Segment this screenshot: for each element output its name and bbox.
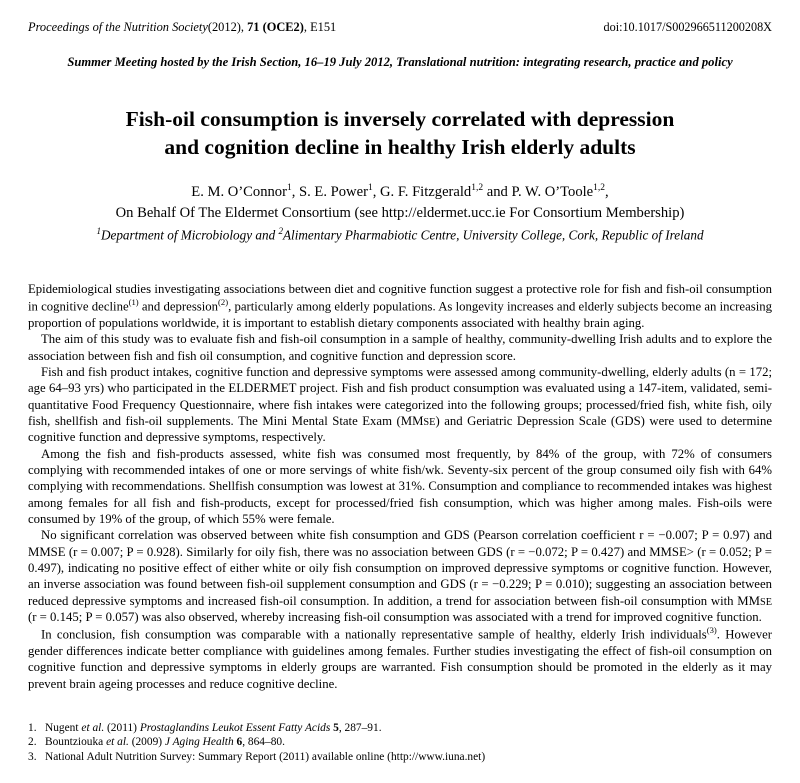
title-line-1: Fish-oil consumption is inversely correlated with depression <box>125 107 675 131</box>
paragraph-1 <box>28 281 772 331</box>
author-1: E. M. O’Connor <box>191 184 287 200</box>
author-block <box>40 182 760 244</box>
journal-year: (2012), <box>207 20 248 34</box>
p3-text-a: Fish and fish product intakes, cognitive function and depressive symptoms were assessed among community-dwelling, elderly adults (n = 172; age 64–93 yrs) who participated in the ELDERMET project. Fish and fish product consumption was evaluated using a 147-item, validated, semi-quantitative Food Frequency Questionnaire, where fish intakes were categorized into the following groups; processed/fried fish, white fish, oily fish, shellfish and fish-oil supplements. The Mini Mental State Exam (MM <box>28 364 772 428</box>
reference-author: Nugent <box>45 721 82 734</box>
reference-item <box>28 721 772 736</box>
p6-text-a: In conclusion, fish consumption was comparable with a nationally representative sample of healthy, elderly Irish individuals <box>41 627 707 642</box>
meeting-banner: Summer Meeting hosted by the Irish Section, 16–19 July 2012, Translational nutrition: integrating research, practice and policy <box>67 55 733 69</box>
reference-number: 2. <box>28 736 37 749</box>
reference-author: National Adult Nutrition Survey: Summary Report (2011) available online (http://www.iuna.net) <box>45 751 486 764</box>
reference-number: 1. <box>28 721 37 734</box>
doi-text: doi:10.1017/S002966511200208X <box>603 20 772 34</box>
reference-item <box>28 735 772 750</box>
journal-volume: 71 <box>247 20 260 34</box>
p6-ref-3: (3) <box>706 625 717 636</box>
author-line-end: , <box>605 184 609 200</box>
journal-citation <box>28 20 336 35</box>
p5-text-a: No significant correlation was observed between white fish consumption and GDS (Pearson correlation coefficient r = −0.007; P = 0.97) and MMSE (r = 0.007; P = 0.928). Similarly for oily fish, there was no association between GDS (r = −0.072; P = 0.427) and MMSE> (r = 0.052; P = 0.497), indicating no positive effect of either white or oily fish consumption on improved depressive symptoms or cognitive function. However, an inverse association was found between fish-oil supplement consumption and GDS (r = −0.229; P = 0.010); suggesting an association between reduced depressive symptoms and increased fish-oil consumption. In addition, a trend for association between fish-oil consumption with MM <box>28 528 772 608</box>
reference-year: (2011) <box>107 721 140 734</box>
author-2: , S. E. Power <box>291 184 368 200</box>
reference-journal: Prostaglandins Leukot Essent Fatty Acids <box>139 721 334 734</box>
abstract-body <box>28 281 772 692</box>
paragraph-3 <box>28 364 772 446</box>
author-1-affil-marker: 1 <box>286 183 292 194</box>
affil-marker-1: 1 <box>96 225 101 236</box>
p6-text-b: . However gender differences indicate better compliance with guidelines among females. Further studies investigating the effect of fish-oil consumption on cognitive function and depressive symptoms in elderly groups are warranted. Fish consumption should be promoted in the elderly as it may prevent brain ageing processes and reduce cognitive decline. <box>28 627 772 691</box>
reference-item <box>28 750 772 765</box>
author-line <box>40 182 760 203</box>
journal-page: , E151 <box>303 20 337 34</box>
page-header <box>28 20 772 35</box>
p5-smallcaps: SE <box>759 596 772 608</box>
title-line-2: and cognition decline in healthy Irish elderly adults <box>164 135 636 160</box>
reference-text <box>45 721 382 736</box>
consortium-line: On Behalf Of The Eldermet Consortium (see http://eldermet.ucc.ie For Consortium Membership) <box>115 205 685 222</box>
reference-text <box>45 735 285 750</box>
reference-list <box>28 721 772 765</box>
reference-etal: et al. <box>81 721 108 734</box>
author-4-affil-marker: 1,2 <box>593 183 606 194</box>
reference-etal: et al. <box>106 736 132 749</box>
paragraph-4: Among the fish and fish-products assessed, white fish was consumed most frequently, by 84% of the group, with 72% of consumers complying with recommended intakes of one or more servings of white fish/wk. Seventy-six percent of the group consumed oily fish with 64% complying with recommendations. Shellfish consumption was lowest at 31%. Consumption and compliance to recommended intakes was highest among females for all fish and fish-products, except for processed/fried fish consumption, which was higher among males. Fish-oils were consumed by 19% of the group, of which 55% were female. <box>28 446 772 527</box>
reference-year: (2009) <box>131 736 165 749</box>
reference-number: 3. <box>28 751 37 764</box>
p1-ref-1: (1) <box>128 297 139 308</box>
p3-text-b: ) and Geriatric Depression Scale (GDS) were used to determine cognitive function and depressive symptoms, respectively. <box>28 414 772 445</box>
reference-pages: , 287–91. <box>338 721 382 734</box>
affil-marker-2: 2 <box>278 225 283 236</box>
p3-smallcaps: SE <box>423 417 436 428</box>
reference-author: Bountziouka <box>45 736 107 749</box>
author-3: , G. F. Fitzgerald <box>372 184 472 200</box>
author-3-affil-marker: 1,2 <box>471 183 484 194</box>
paragraph-6 <box>28 625 772 692</box>
reference-volume: 6 <box>236 736 243 749</box>
paragraph-5 <box>28 527 772 625</box>
reference-volume: 5 <box>333 721 339 734</box>
journal-issue: (OCE2) <box>259 20 304 34</box>
reference-journal: J Aging Health <box>164 736 237 749</box>
p1-text-b: and depression <box>138 299 219 314</box>
affiliation-2: Alimentary Pharmabiotic Centre, University College, Cork, Republic of Ireland <box>282 226 704 242</box>
paragraph-2: The aim of this study was to evaluate fish and fish-oil consumption in a sample of healthy, community-dwelling Irish adults and to explore the association between fish and fish oil consumption, and cognitive function and depression score. <box>28 332 772 363</box>
p1-ref-2: (2) <box>218 297 229 308</box>
affiliation-1: Department of Microbiology and <box>100 226 279 242</box>
affiliation-line <box>40 225 760 245</box>
author-2-affil-marker: 1 <box>367 183 373 194</box>
p1-text-a: Epidemiological studies investigating associations between diet and cognitive function suggest a protective role for fish and fish-oil consumption in cognitive decline <box>28 282 772 314</box>
reference-pages: , 864–80. <box>242 736 285 749</box>
p5-text-b: (r = 0.145; P = 0.057) was also observed, whereby increasing fish-oil consumption was associated with a trend for improved cognitive function. <box>28 610 762 625</box>
author-4: and P. W. O’Toole <box>483 184 594 200</box>
journal-title: Proceedings of the Nutrition Society <box>28 20 208 34</box>
reference-text <box>45 750 485 765</box>
p1-text-c: , particularly among elderly populations. As longevity increases and elderly subjects become an increasing proportion of populations worldwide, it is important to establish dietary components associated with healthy brain aging. <box>28 299 772 330</box>
page-title <box>50 105 750 162</box>
